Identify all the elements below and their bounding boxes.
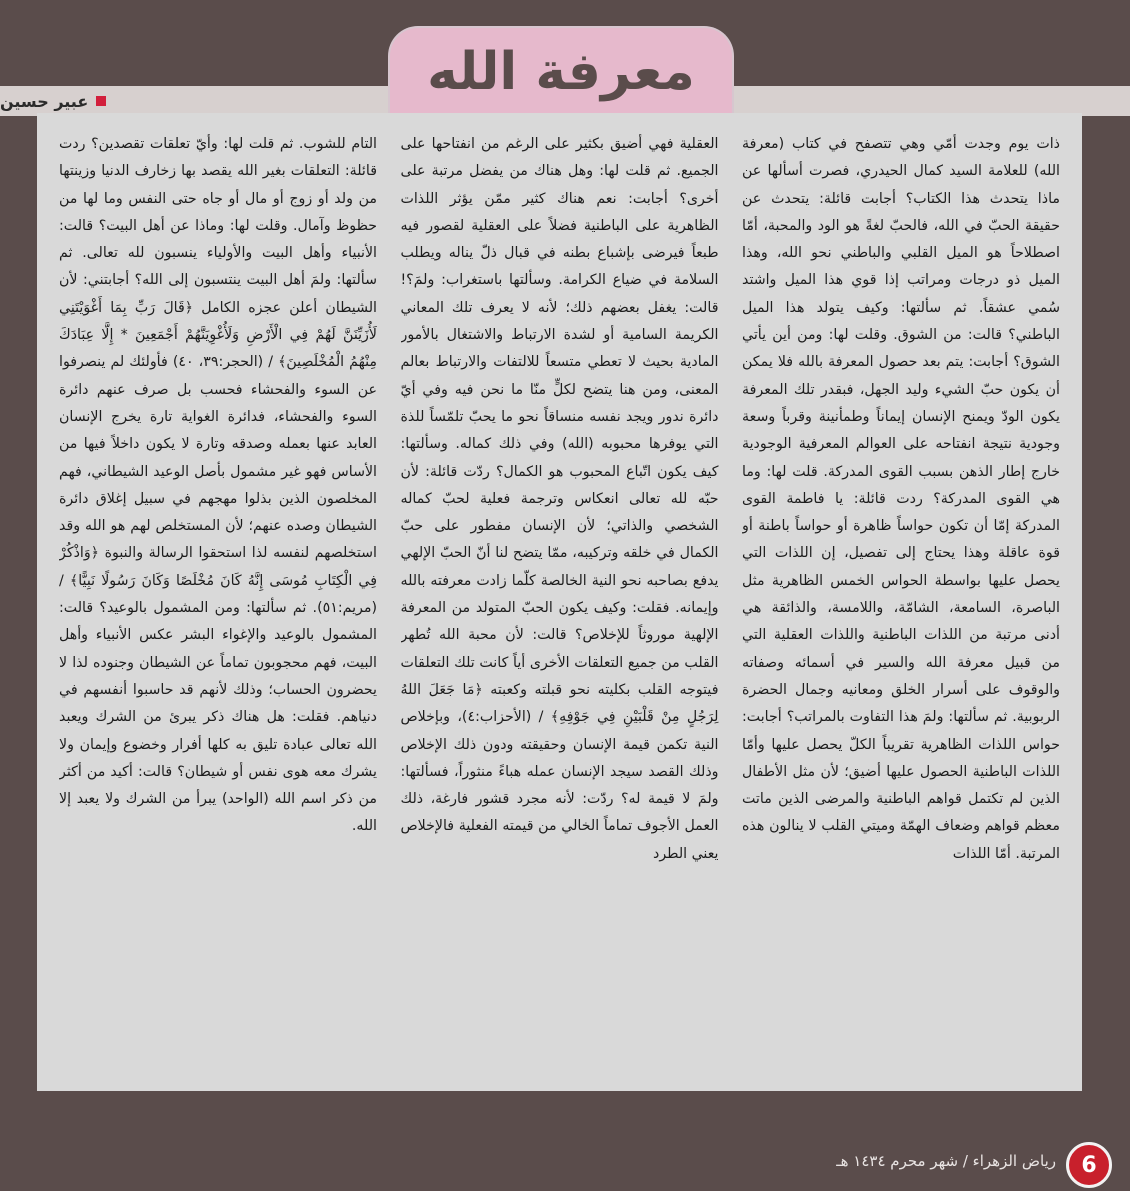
article-column-middle: العقلية فهي أضيق بكثير على الرغم من انفتاحها على الجميع. ثم قلت لها: وهل هناك من يفضل مرتبة على أخرى؟ أجابت: نعم هناك كثير ممّن يؤثر اللذات الظاهرية على الباطنية فضلاً على العقلية لقصور فيه طبعاً فيرضى بإشباع بطنه في قبال ذلّ يناله ويطلب السلامة في ضياع الكرامة. وسألتها باستغراب: ولمَ؟! قالت: يغفل بعضهم ذلك؛ لأنه لا يعرف تلك المعاني الكريمة السامية أو لشدة الارتباط والاشتغال بالأمور المادية بحيث لا تعطي متسعاً للالتفات والارتباط بعالم المعنى، ومن هنا يتضح لكلٍّ منّا ما نحن فيه وفي أيّ دائرة ندور ويجد نفسه منساقاً نحو ما يحبّ تلمّساً للذة التي يوفرها محبوبه (الله) وفي ذلك كماله. وسألتها: كيف يكون اتّباع المحبوب هو الكمال؟ ردّت قائلة: لأن حبّه لله تعالى انعكاس وترجمة فعلية لحبّ كماله الشخصي والذاتي؛ لأن الإنسان مفطور على حبّ الكمال في خلقه وتركيبه، ممّا يتضح لنا أنّ الحبّ الإلهي يدفع بصاحبه نحو النية الخالصة كلّما زادت معرفته بالله وإيمانه. فقلت: وكيف يكون الحبّ المتولد من المعرفة الإلهية موروثاً للإخلاص؟ قالت: لأن محبة الله تُطهر القلب من جميع التعلقات الأخرى أياً كانت تلك التعلقات فيتوجه القلب بكليته نحو قبلته وكعبته ﴿مَا جَعَلَ اللهُ لِرَجُلٍ مِنْ قَلْبَيْنِ فِي جَوْفِهِ﴾ / (الأحزاب:٤)، وبإخلاص النية تكمن قيمة الإنسان وحقيقته ودون ذلك الإخلاص وذلك القصد سيجد الإنسان عمله هباءً منثوراً، فسألتها: ولمَ لا قيمة له؟ ردّت: لأنه مجرد قشور فارغة، ذلك العمل الأجوف تماماً الخالي من قيمته الفعلية فالإخلاص يعني الطرد	[400, 136, 719, 862]
article-column-left: التام للشوب. ثم قلت لها: وأيّ تعلقات تقصدين؟ ردت قائلة: التعلقات بغير الله يقصد بها زخارف الدنيا وزينتها من ولد أو زوج أو مال أو جاه حتى النفس وما لها من حظوظ وآمال. وقلت لها: وماذا عن أهل البيت؟ قالت: الأنبياء وأهل البيت والأولياء ينسبون لله تعالى. ثم سألتها: ولمَ أهل البيت ينتسبون إلى الله؟ أجابتني: لأن الشيطان أعلن عجزه الكامل ﴿قَالَ رَبِّ بِمَا أَغْوَيْتَنِي لَأُزَيِّنَنَّ لَهُمْ فِي الْأَرْضِ وَلَأُغْوِيَنَّهُمْ أَجْمَعِينَ * إِلَّا عِبَادَكَ مِنْهُمُ الْمُخْلَصِينَ﴾ / (الحجر:٣٩، ٤٠) فأولئك لم ينصرفوا عن السوء والفحشاء فحسب بل صرف عنهم دائرة السوء والفحشاء، فدائرة الغواية تارة يخرج الإنسان العابد عنها بعمله وصدقه وتارة لا يكون داخلاً فيها من الأساس فهو غير مشمول بأصل الوعيد الشيطاني، فهم المخلصون الذين بذلوا مهجهم في سبيل إغلاق دائرة الشيطان وصده عنهم؛ لأن المستخلص لهم هو الله وقد استخلصهم لنفسه لذا استحقوا الرسالة والنبوة ﴿وَاذْكُرْ فِي الْكِتَابِ مُوسَى إِنَّهُ كَانَ مُخْلَصًا وَكَانَ رَسُولًا نَبِيًّا﴾ / (مريم:٥١). ثم سألتها: ومن المشمول بالوعيد؟ قالت: المشمول بالوعيد والإغواء البشر عكس الأنبياء وأهل البيت، فهم محجوبون تماماً عن الشيطان وجنوده لذا لا يحضرون الحساب؛ وذلك لأنهم قد حاسبوا أنفسهم في دنياهم. فقلت: هل هناك ذكر يبرئ من الشرك ويعبد الله تعالى عبادة تليق به كلها أفرار وخضوع وإيمان ولا يشرك معه هوى نفس أو شيطان؟ قالت: أكيد من أكثر من ذكر اسم الله (الواحد) يبرأ من الشرك ولا يعبد إلا الله.	[59, 136, 377, 835]
article-column-right: ذات يوم وجدت أمّي وهي تتصفح في كتاب (معرفة الله) للعلامة السيد كمال الحيدري، فصرت أسألها عن ماذا يتحدث هذا الكتاب؟ أجابت قائلة: يتحدث عن حقيقة الحبّ في الله، فالحبّ لغةً هو الود والمحبة، أمّا اصطلاحاً هو الميل القلبي والباطني نحو الله، وهذا الميل ذو درجات ومراتب إذا قوي هذا الميل واشتد سُمي عشقاً. ثم سألتها: وكيف يتولد هذا الميل الباطني؟ قالت: من الشوق. وقلت لها: ومن أين يأتي الشوق؟ أجابت: يتم بعد حصول المعرفة بالله فلا يمكن أن يكون حبّ الشيء وليد الجهل، فبقدر تلك المعرفة يكون الودّ ويمنح الإنسان إيماناً وطمأنينة وقرباً وسعة وجودية نتيجة انفتاحه على العوالم المعرفية الوجودية خارج إطار الذهن بسبب القوى المدركة. قلت لها: وما هي القوى المدركة؟ ردت قائلة: يا فاطمة القوى المدركة إمّا أن تكون حواساً ظاهرة أو حواساً باطنة أو قوة عاقلة وهذا يحتاج إلى تفصيل، إن اللذات التي يحصل عليها بواسطة الحواس الخمس الظاهرية مثل الباصرة، السامعة، الشامّة، واللامسة، والذائقة هي أدنى مرتبة من اللذات الباطنية واللذات العقلية التي من قبيل معرفة الله والسير في أسمائه وصفاته والوقوف على أسرار الخلق ومعانيه وجمال الحضرة الربوبية. ثم سألتها: ولمَ هذا التفاوت بالمراتب؟ أجابت: حواس اللذات الظاهرية تقريباً الكلّ يحصل عليها وأمّا اللذات الباطنية الحصول عليها أضيق؛ لأن مثل الأطفال الذين لم تكتمل قواهم الباطنية والمرضى الذين ماتت معظم قواهم وضعاف الهمّة وميتي القلب لا ينالون هذه المرتبة. أمّا اللذات	[742, 136, 1060, 862]
bullet-icon	[96, 96, 106, 106]
article-columns	[37, 131, 1082, 1091]
title-tab	[388, 26, 734, 116]
page-title: معرفة الله	[427, 42, 695, 102]
publication-label: رياض الزهراء / شهر محرم ١٤٣٤ هـ	[836, 1152, 1056, 1170]
author-name: عبير حسين	[0, 91, 89, 111]
article-panel	[37, 113, 1082, 1091]
page-number-badge	[1066, 1142, 1112, 1188]
page-number: 6	[1081, 1152, 1097, 1178]
